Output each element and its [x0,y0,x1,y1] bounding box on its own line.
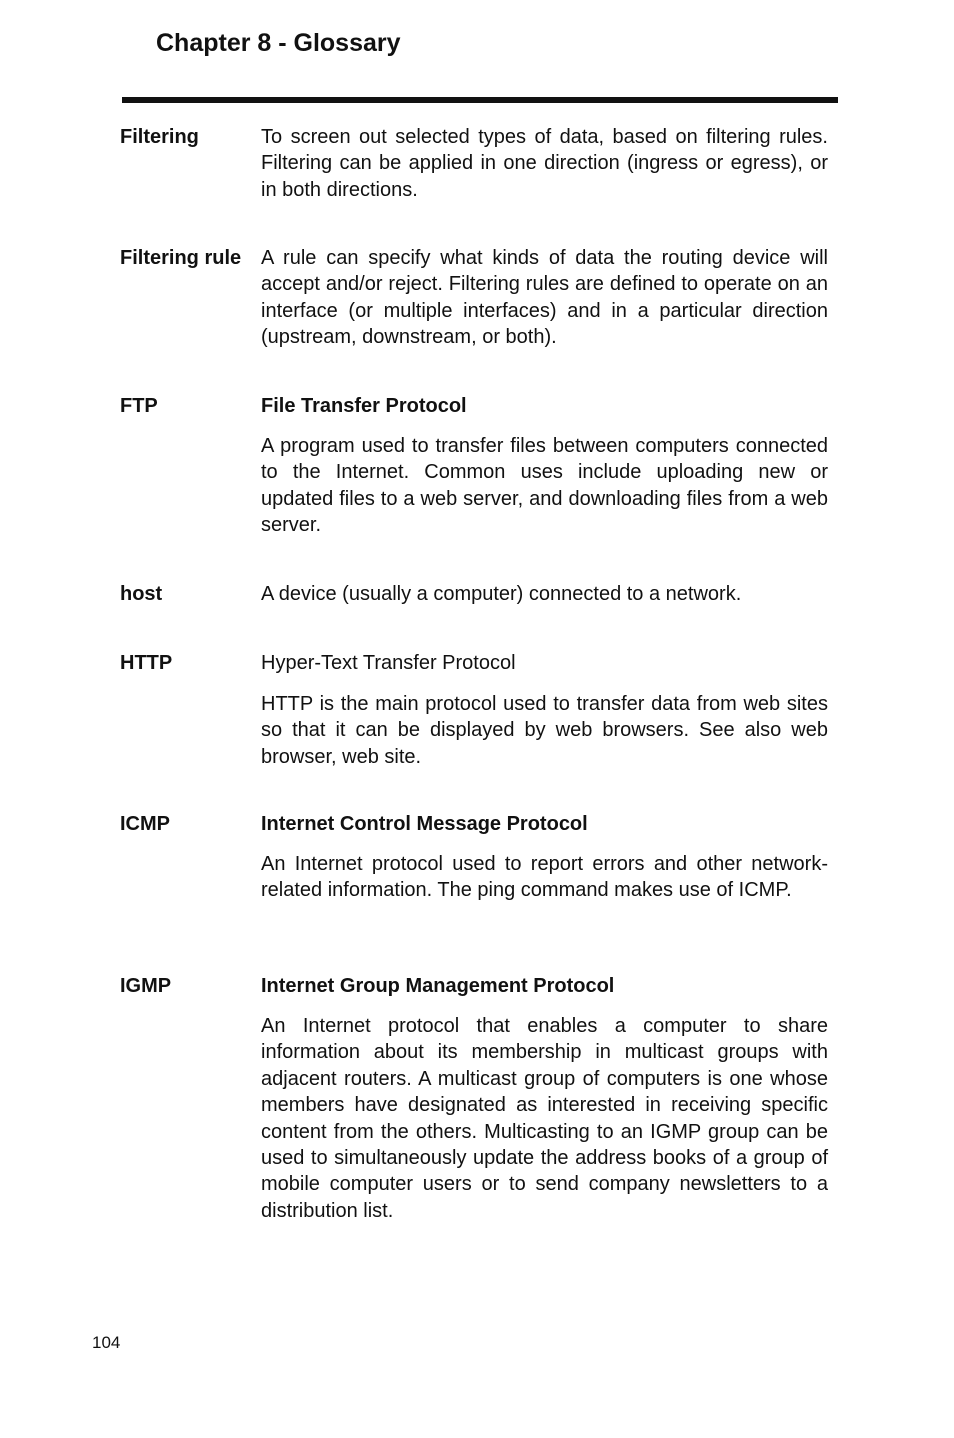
glossary-term: IGMP [120,975,172,997]
glossary-expansion: Hyper-Text Transfer Protocol [261,652,516,674]
glossary-definition: To screen out selected types of data, based on filtering rules. Filtering can be applied in one direction (ingress or egress), or in both directions. [261,126,828,201]
glossary-definition: HTTP is the main protocol used to transfer data from web sites so that it can be displayed by web browsers. See also web browser, web site. [261,693,828,768]
glossary-term: Filtering rule [120,247,242,269]
glossary-definition: A device (usually a computer) connected to a network. [261,583,742,605]
page-number: 104 [92,1333,121,1352]
glossary-definition: A program used to transfer files between computers connected to the Internet. Common uses include uploading new or updated files to a web server, and downloading files from a web server. [261,435,828,537]
glossary-definition: An Internet protocol used to report errors and other network-related information. The ping command makes use of ICMP. [261,853,828,902]
glossary-expansion: File Transfer Protocol [261,395,467,417]
glossary-definition: An Internet protocol that enables a computer to share information about its membership in multicast groups with adjacent routers. A multicast group of computers is one whose members have designated as interested in receiving specific content from the others. Multicasting to an IGMP group can be used to simultaneously update the address books of a group of mobile computer users or to send company newsletters to a distribution list. [261,1015,828,1222]
glossary-expansion: Internet Control Message Protocol [261,813,588,835]
glossary-term: host [120,583,163,605]
glossary-term: HTTP [120,652,173,674]
glossary-term: FTP [120,395,158,417]
glossary-term: Filtering [120,126,199,148]
glossary-definition: A rule can specify what kinds of data the routing device will accept and/or reject. Filtering rules are defined to operate on an interface (or multiple interfaces) and in a particular direction (upstream, downstream, or both). [261,247,828,349]
glossary-expansion: Internet Group Management Protocol [261,975,615,997]
page-title: Chapter 8 - Glossary [156,29,401,57]
glossary-term: ICMP [120,813,170,835]
